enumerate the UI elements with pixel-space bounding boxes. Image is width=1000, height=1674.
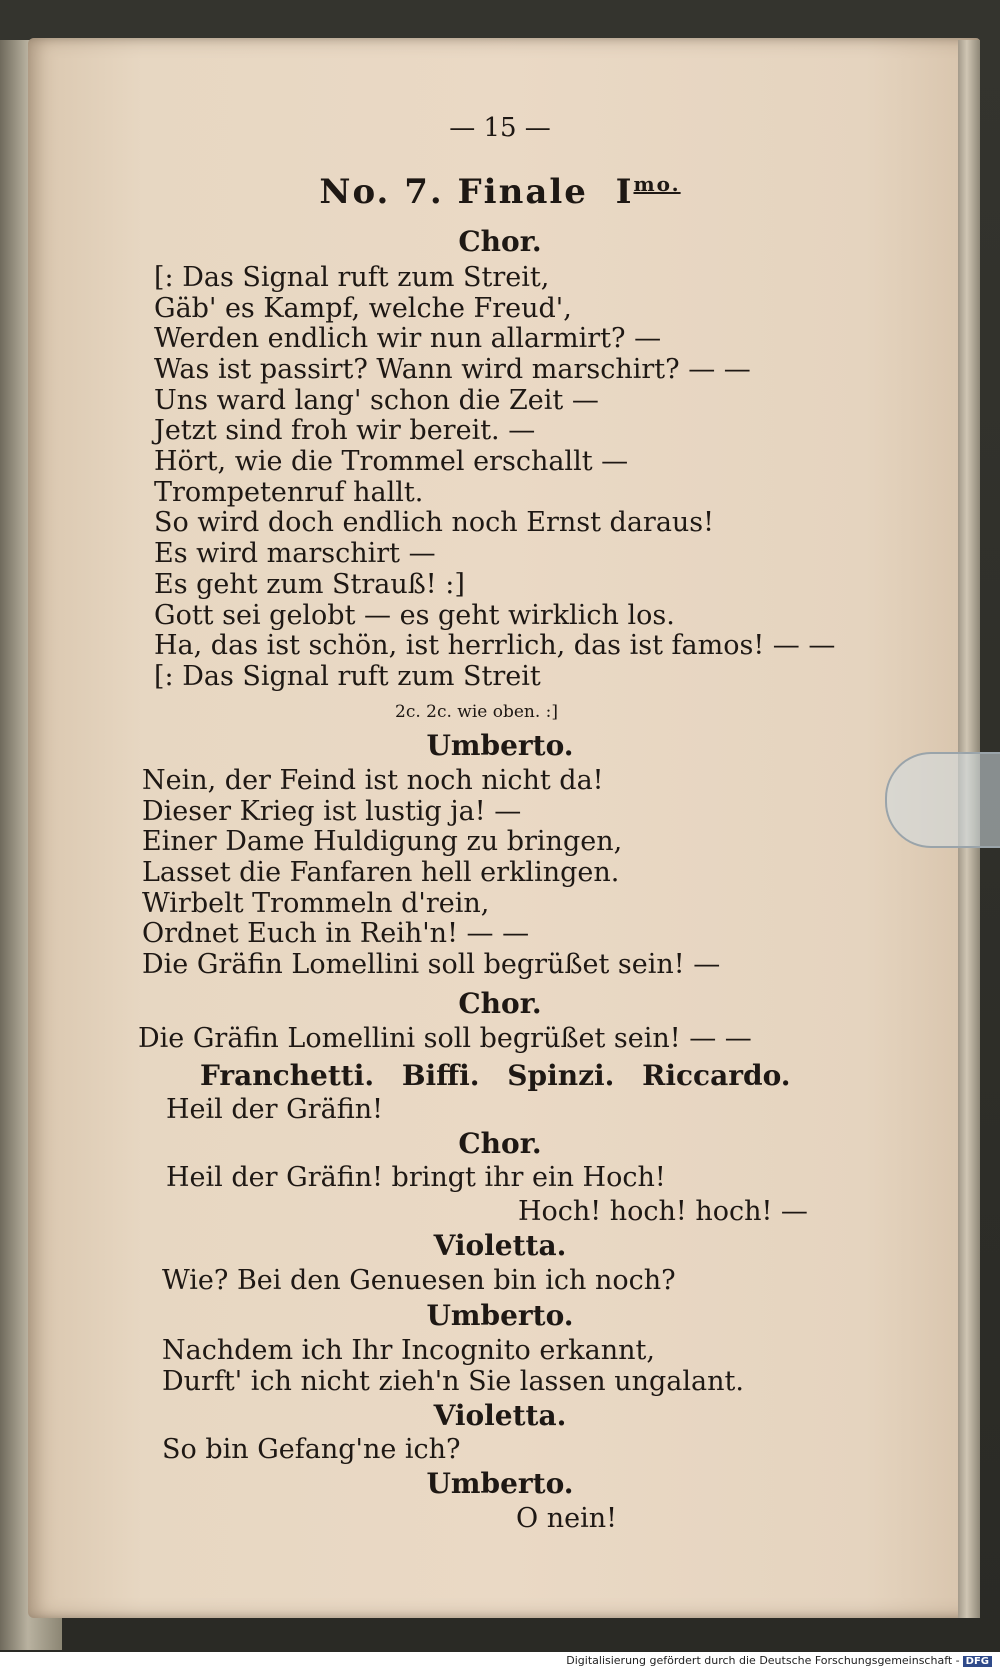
verse-line: Die Gräfin Lomellini soll begrüßet sein! — — [138,1023,752,1054]
page-title [0,168,1000,212]
verse-line: Was ist passirt? Wann wird marschirt? — — [154,354,751,385]
verse-line: Heil der Gräfin! [166,1094,383,1125]
title-superscript: mo. [633,172,681,196]
verse-line: Nein, der Feind ist noch nicht da! [142,765,604,796]
verse-line: [: Das Signal ruft zum Streit, [154,262,550,293]
speaker-umberto: Umberto. [426,1467,574,1500]
speaker-group: Franchetti. Biffi. Spinzi. Riccardo. [200,1059,791,1092]
verse-line: Uns ward lang' schon die Zeit — [154,385,599,416]
verse-line: Lasset die Fanfaren hell erklingen. [142,857,620,888]
verse-line: Durft' ich nicht zieh'n Sie lassen ungalant. [162,1366,744,1397]
speaker-violetta: Violetta. [433,1399,567,1432]
verse-line: O nein! [516,1503,617,1534]
verse-line: Gäb' es Kampf, welche Freud', [154,293,572,324]
verse-line: Heil der Gräfin! bringt ihr ein Hoch! [166,1162,666,1193]
stage-note: 2c. 2c. wie oben. :] [395,702,559,722]
verse-line: Ha, das ist schön, ist herrlich, das ist famos! — — [154,630,836,661]
title-main: No. 7. Finale [319,172,588,212]
dfg-logo-icon: DFG [963,1656,992,1667]
speaker-chor: Chor. [458,225,542,258]
verse-line: Jetzt sind froh wir bereit. — [154,415,536,446]
footer-bar [0,1652,1000,1674]
verse-line: So bin Gefang'ne ich? [162,1434,461,1465]
verse-line: Dieser Krieg ist lustig ja! — [142,796,522,827]
verse-line: So wird doch endlich noch Ernst daraus! [154,507,715,538]
verse-line: Nachdem ich Ihr Incognito erkannt, [162,1335,655,1366]
footer-text: Digitalisierung gefördert durch die Deutsche Forschungsgemeinschaft - [566,1654,960,1667]
verse-line: Hört, wie die Trommel erschallt — [154,446,629,477]
verse-line: Ordnet Euch in Reih'n! — — [142,918,530,949]
title-suffix: I [615,172,634,212]
verse-line: Es geht zum Strauß! :] [154,569,465,600]
speaker-umberto: Umberto. [426,1299,574,1332]
verse-line: Hoch! hoch! hoch! — [518,1196,808,1227]
verse-line: Wie? Bei den Genuesen bin ich noch? [162,1265,676,1296]
verse-line: Einer Dame Huldigung zu bringen, [142,826,623,857]
speaker-chor: Chor. [458,987,542,1020]
verse-line: Die Gräfin Lomellini soll begrüßet sein! — [142,949,721,980]
verse-line: Werden endlich wir nun allarmirt? — [154,323,662,354]
verse-line: [: Das Signal ruft zum Streit [154,661,541,692]
speaker-violetta: Violetta. [433,1229,567,1262]
verse-line: Es wird marschirt — [154,538,436,569]
verse-line: Wirbelt Trommeln d'rein, [142,888,490,919]
footer-credit [566,1654,992,1667]
verse-line: Trompetenruf hallt. [154,477,424,508]
verse-line: Gott sei gelobt — es geht wirklich los. [154,600,675,631]
speaker-chor: Chor. [458,1127,542,1160]
page-number: — 15 — [449,113,551,143]
speaker-umberto: Umberto. [426,729,574,762]
